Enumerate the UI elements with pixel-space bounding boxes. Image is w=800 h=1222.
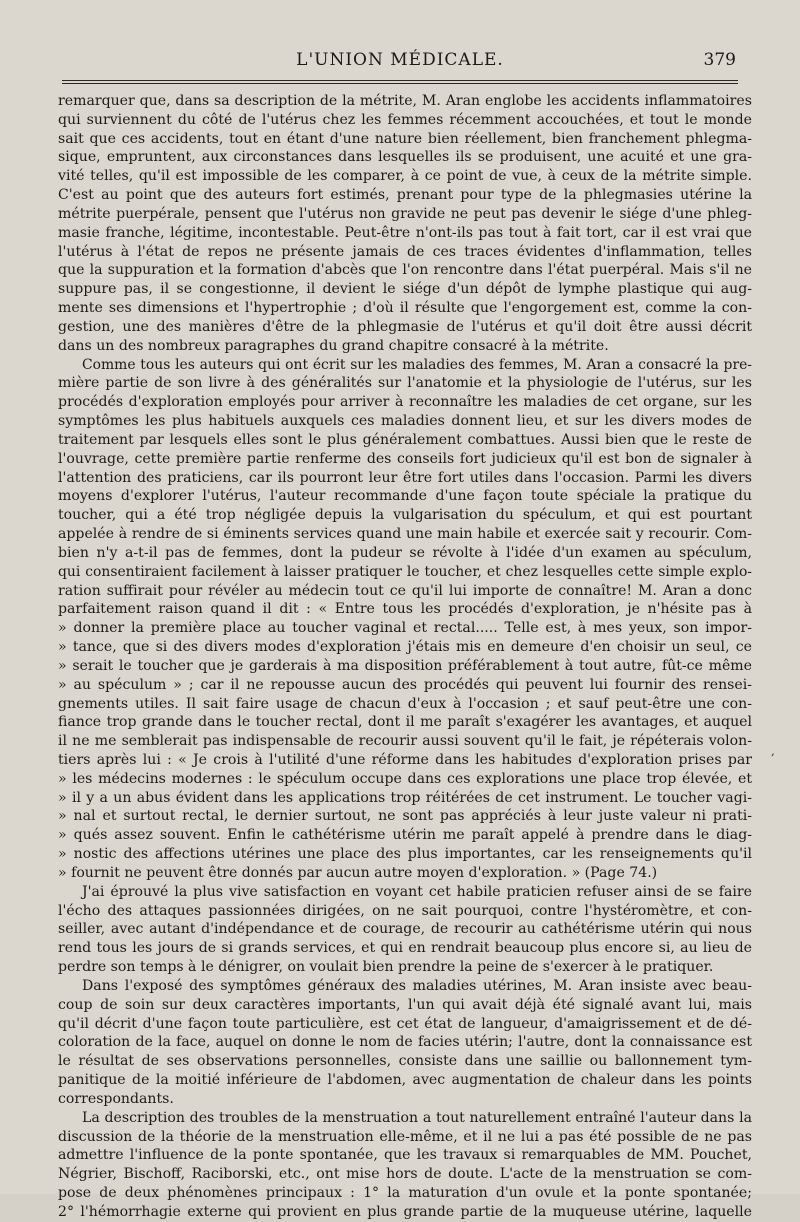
text-line: » tance, que si des divers modes d'exploration j'étais mis en demeure d'en choisir un seul, ce (58, 639, 752, 656)
text-line: vité telles, qu'il est impossible de les comparer, à ce point de vue, à ceux de la métrite simple. (58, 168, 752, 185)
text-line: La description des troubles de la menstruation a tout naturellement entraîné l'auteur dans la (82, 1109, 752, 1126)
text-line: admettre l'influence de la ponte spontanée, que les travaux si remarquables de MM. Pouchet, (58, 1147, 752, 1164)
journal-title: L'UNION MÉDICALE. (296, 50, 504, 70)
text-line: ration suffirait pour révéler au médecin tout ce qu'il lui importe de connaître! M. Aran a donc (58, 582, 752, 599)
text-line: l'attention des praticiens, car ils pourront leur être fort utiles dans l'occasion. Parmi les divers (58, 469, 752, 486)
text-line: symptômes les plus habituels auxquels ces maladies donnent lieu, et sur les divers modes de (58, 413, 752, 430)
text-line: discussion de la théorie de la menstruation elle-même, et il ne lui a pas été possible de ne pas (58, 1128, 752, 1145)
text-line: perdre son temps à le dénigrer, on voulait bien prendre la peine de s'exercer à le pratiquer. (58, 959, 714, 976)
text-line: mente ses dimensions et l'hypertrophie ; d'où il résulte que l'engorgement est, comme la con- (58, 300, 752, 317)
text-line: traitement par lesquels elles sont le plus généralement combattues. Aussi bien que le reste de (58, 431, 752, 448)
text-line: gestion, une des manières d'être de la phlegmasie de l'utérus et qu'il doit être aussi décrit (58, 318, 752, 335)
text-line: toucher, qui a été trop négligée depuis la vulgarisation du spéculum, et qui est pourtant (58, 507, 752, 524)
text-line: il ne me semblerait pas indispensable de recourir aussi souvent qu'il le fait, je répéterais volon- (58, 733, 752, 750)
text-line: sique, empruntent, aux circonstances dans lesquelles ils se produisent, une acuité et une gra- (58, 149, 752, 166)
text-line: que la suppuration et la formation d'abcès que l'on rencontre dans l'état puerpéral. Mais s'il ne (58, 262, 752, 279)
text-line: l'écho des attaques passionnées dirigées, on ne sait pourquoi, contre l'hystéromètre, et con- (58, 902, 752, 919)
text-line: parfaitement raison quand il dit : « Entre tous les procédés d'exploration, je n'hésite pas à (58, 601, 752, 618)
text-line: qui consentiraient facilement à laisser pratiquer le toucher, et chez lesquelles cette simple explo- (58, 563, 752, 580)
text-line: métrite puerpérale, pensent que l'utérus non gravide ne peut pas devenir le siége d'une phleg- (58, 205, 752, 222)
text-line: tiers après lui : « Je crois à l'utilité d'une réforme dans les habitudes d'exploration prises par (58, 751, 752, 768)
text-line: Dans l'exposé des symptômes généraux des maladies utérines, M. Aran insiste avec beau- (82, 977, 752, 994)
text-line: » nal et surtout rectal, le dernier surtout, ne sont pas appréciés à leur juste valeur ni prati- (58, 808, 752, 825)
text-line: suppure pas, il se congestionne, il devient le siége d'un dépôt de lymphe plastique qui aug- (58, 281, 752, 298)
text-line: 2° l'hémorrhagie externe qui provient en plus grande partie de la muqueuse utérine, laquelle (58, 1203, 752, 1220)
text-line: » au spéculum » ; car il ne repousse aucun des procédés qui peuvent lui fournir des rensei- (58, 676, 752, 693)
text-line: » qués assez souvent. Enfin le cathétérisme utérin me paraît appelé à prendre dans le diag- (58, 827, 752, 844)
text-line: qu'il décrit d'une façon toute particulière, est cet état de langueur, d'amaigrissement et de dé- (58, 1015, 752, 1032)
text-line: Négrier, Bischoff, Raciborski, etc., ont mise hors de doute. L'acte de la menstruation se com- (58, 1166, 752, 1183)
text-line: » il y a un abus évident dans les applications trop réitérées de cet instrument. Le toucher vagi- (58, 789, 752, 806)
text-line: » donner la première place au toucher vaginal et rectal..... Telle est, à mes yeux, son impor- (58, 620, 752, 637)
text-line: bien n'y a-t-il pas de femmes, dont la pudeur se révolte à l'idée d'un examen au spéculum, (58, 544, 752, 561)
text-line: dans un des nombreux paragraphes du grand chapitre consacré à la métrite. (58, 337, 609, 354)
text-line: seiller, avec autant d'indépendance et de courage, de recourir au cathétérisme utérin qui nous (58, 921, 752, 938)
text-line: coloration de la face, auquel on donne le nom de facies utérin; l'autre, dont la connaissance est (58, 1034, 752, 1051)
text-line: fiance trop grande dans le toucher rectal, dont il me paraît s'exagérer les avantages, et auquel (58, 714, 752, 731)
text-line: coup de soin sur deux caractères importants, l'un qui avait déjà été signalé avant lui, mais (58, 996, 752, 1013)
text-line: procédés d'exploration employés pour arriver à reconnaître les maladies de cet organe, sur les (58, 394, 752, 411)
text-line: Comme tous les auteurs qui ont écrit sur les maladies des femmes, M. Aran a consacré la pre- (82, 356, 752, 373)
text-line: J'ai éprouvé la plus vive satisfaction en voyant cet habile praticien refuser ainsi de se faire (82, 883, 752, 900)
text-line: » nostic des affections utérines une place des plus importantes, car les renseignements qu'il (58, 846, 752, 863)
text-line: l'ouvrage, cette première partie renferme des conseils fort judicieux qu'il est bon de signaler à (58, 450, 752, 467)
text-line: pose de deux phénomènes principaux : 1° la maturation d'un ovule et la ponte spontanée; (58, 1185, 752, 1202)
text-line: correspondants. (58, 1090, 174, 1107)
text-line: » fournit ne peuvent être donnés par aucun autre moyen d'exploration. » (Page 74.) (58, 864, 658, 881)
text-line: appelée à rendre de si éminents services quand une main habile et exercée sait y recourir. Com- (58, 526, 752, 543)
text-line: masie franche, légitime, incontestable. Peut-être n'ont-ils pas tout à fait tort, car il est vrai que (58, 224, 752, 241)
text-line: gnements utiles. Il sait faire usage de chacun d'eux à l'occasion ; et sauf peut-être une con- (58, 695, 752, 712)
header-rule (62, 80, 738, 84)
article-body (58, 92, 752, 1222)
text-line: C'est au point que des auteurs fort estimés, prenant pour type de la phlegmasies utérine la (58, 187, 752, 204)
text-line: moyens d'explorer l'utérus, l'auteur recommande d'une façon toute spéciale la pratique du (58, 488, 752, 505)
running-head (62, 46, 738, 76)
text-line: l'utérus à l'état de repos ne présente jamais de ces traces évidentes d'inflammation, telles (58, 243, 752, 260)
text-line: » serait le toucher que je garderais à ma disposition préférablement à tout autre, fût-ce même (58, 657, 752, 674)
text-line: remarquer que, dans sa description de la métrite, M. Aran englobe les accidents inflammatoires (58, 93, 752, 109)
text-line: rend tous les jours de si grands services, et qui en rendrait beaucoup plus encore si, au lieu de (58, 940, 752, 957)
text-line: le résultat de ses observations personnelles, consiste dans une saillie ou ballonnement tym- (58, 1053, 752, 1070)
text-line: » les médecins modernes : le spéculum occupe dans ces explorations une place trop élevée, et (58, 770, 752, 787)
text-line: qui surviennent du côté de l'utérus chez les femmes récemment accouchées, et tout le monde (58, 111, 752, 128)
text-line: panitique de la moitié inférieure de l'abdomen, avec augmentation de chaleur dans les points (58, 1072, 752, 1089)
text-line: mière partie de son livre à des généralités sur l'anatomie et la physiologie de l'utérus, sur les (58, 375, 752, 392)
page-number: 379 (703, 50, 736, 70)
margin-mark: , (771, 744, 775, 758)
text-line: sait que ces accidents, tout en étant d'une nature bien réellement, bien franchement phlegma- (58, 130, 752, 147)
